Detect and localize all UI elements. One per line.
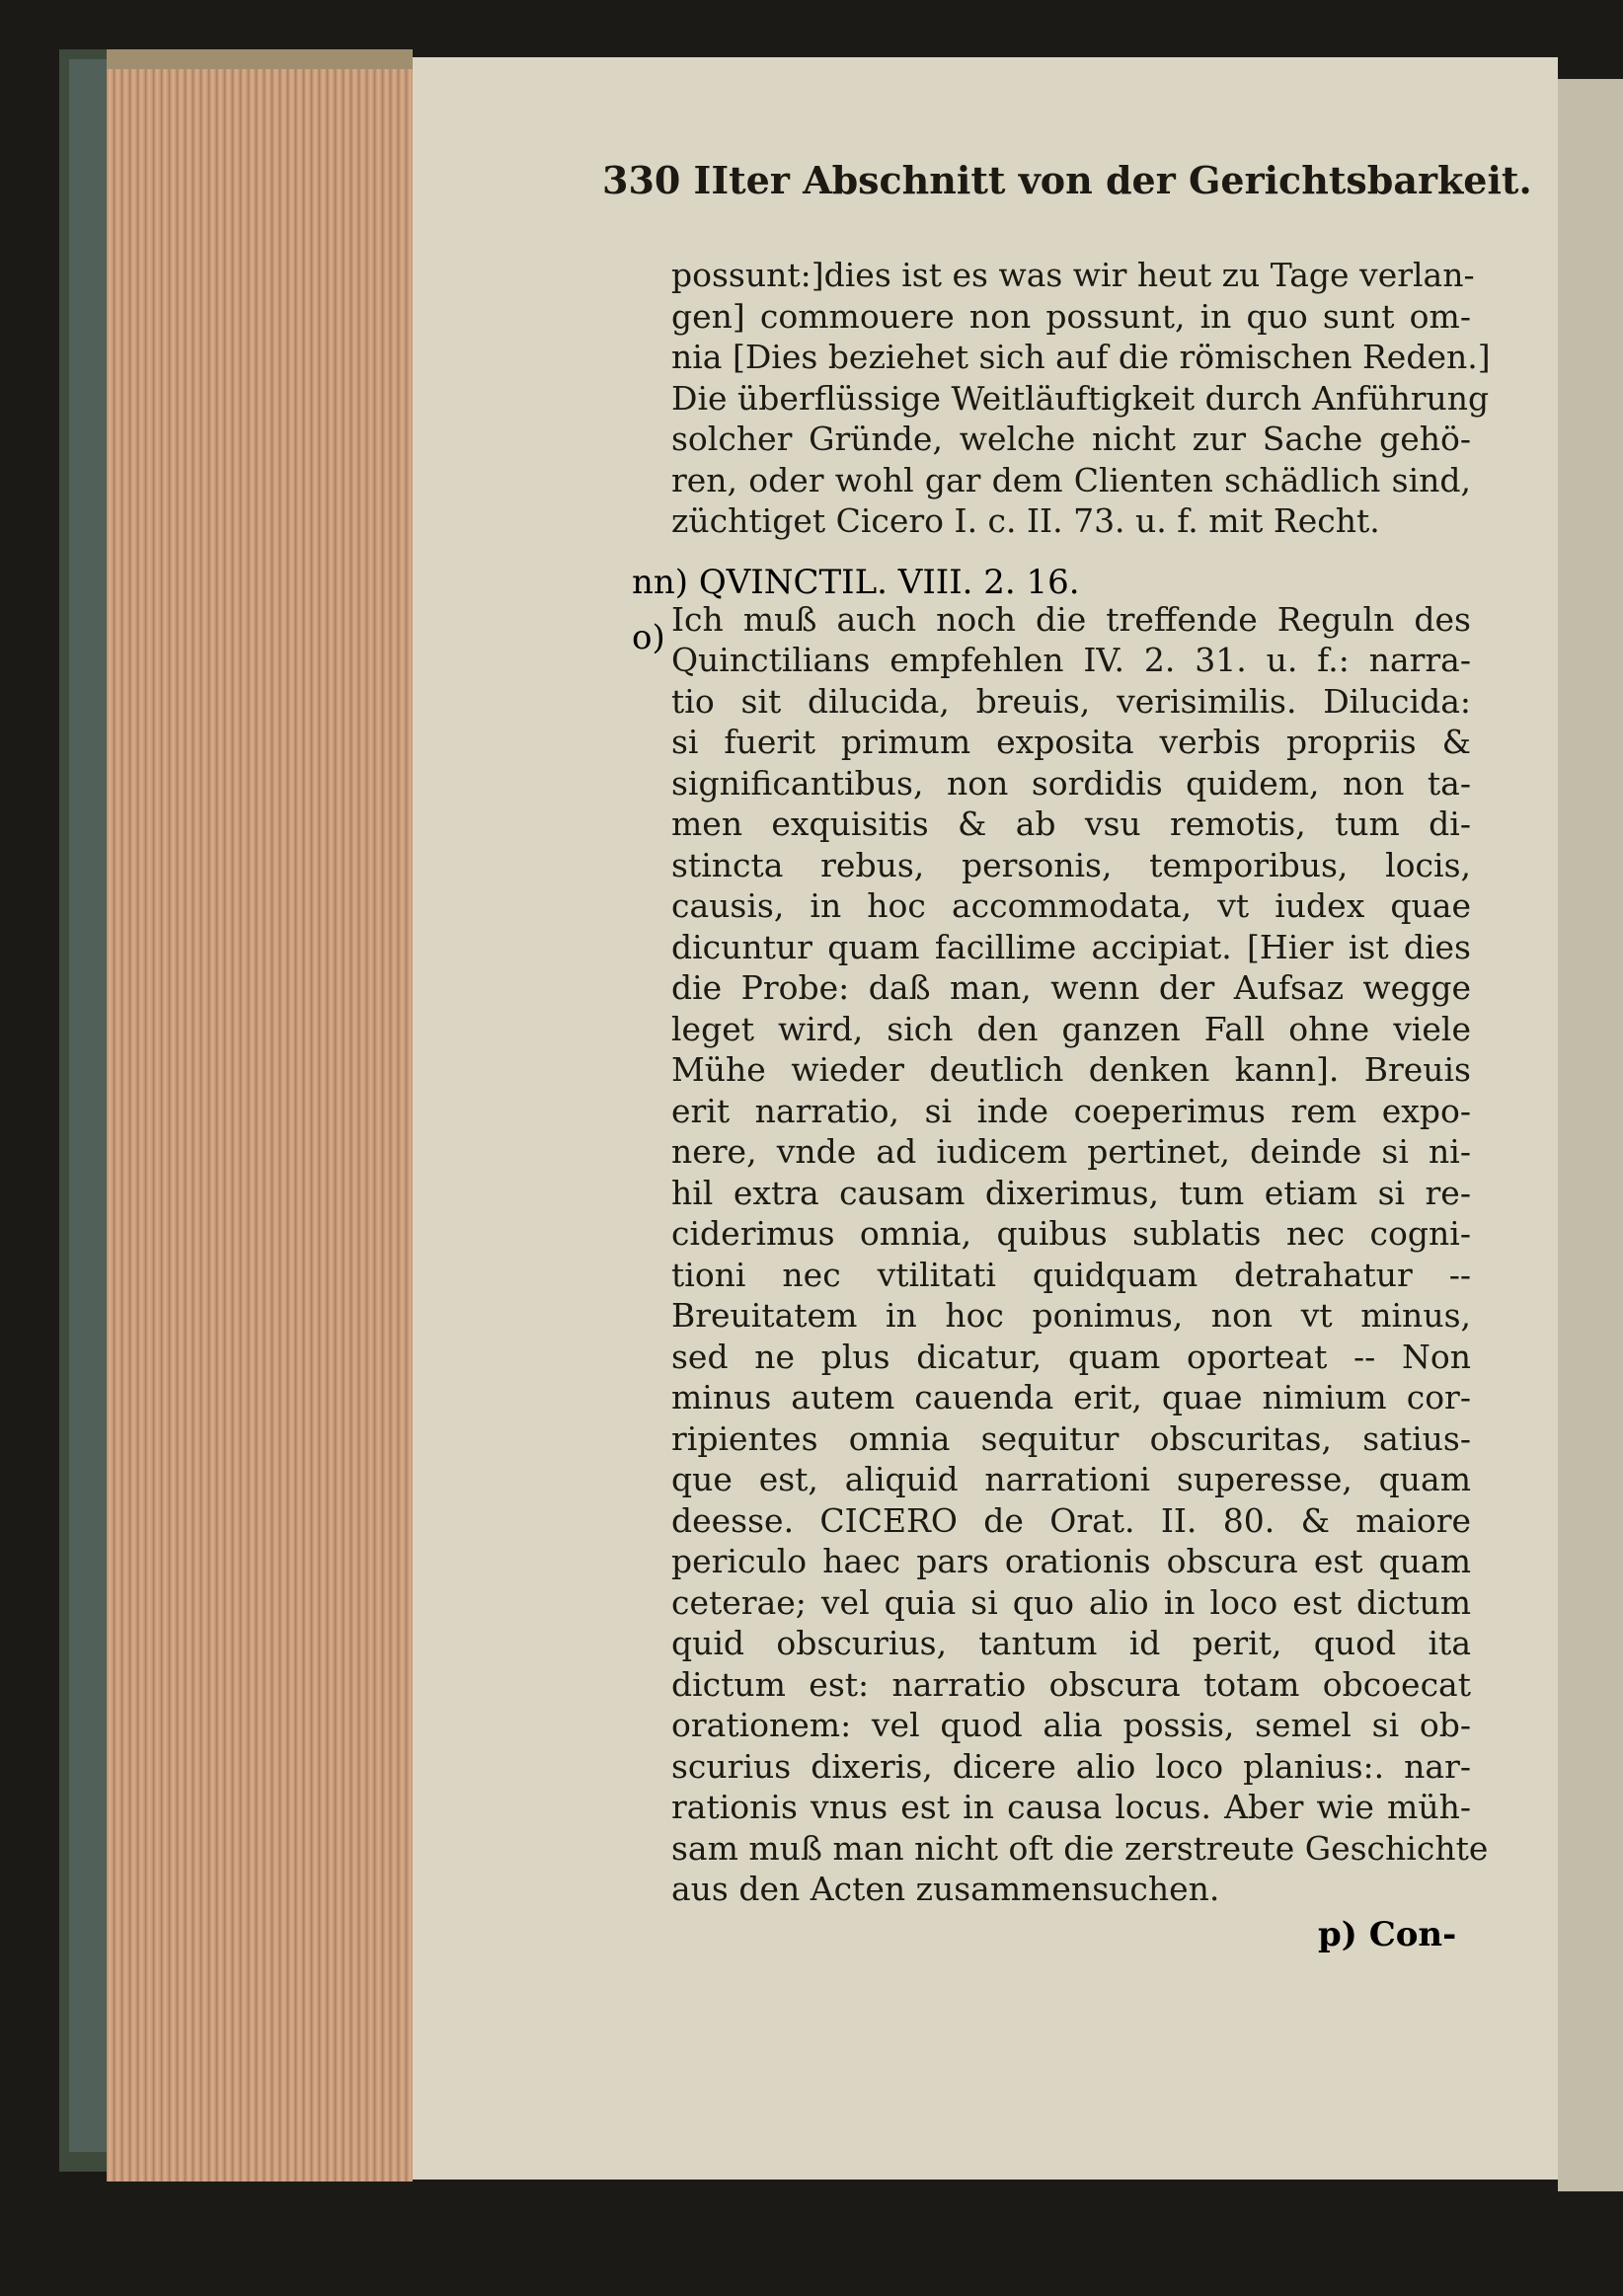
text-line: sam muß man nicht oft die zerstreute Geschichte <box>671 1828 1489 1868</box>
page-edges <box>107 54 413 2181</box>
paragraph-1 <box>671 255 1491 542</box>
page-body <box>671 255 1491 1910</box>
text-line: minus autem cauenda erit, quae nimium cor- <box>671 1378 1471 1416</box>
text-line: Ich muß auch noch die treffende Reguln des <box>671 599 1471 639</box>
text-line: hil extra causam dixerimus, tum etiam si re- <box>671 1173 1471 1212</box>
text-line: orationem: vel quod alia possis, semel si ob- <box>671 1706 1471 1744</box>
text-line: gen] commouere non possunt, in quo sunt om- <box>671 296 1471 336</box>
text-line: stincta rebus, personis, temporibus, locis, <box>671 845 1471 884</box>
text-line: Breuitatem in hoc ponimus, non vt minus, <box>671 1296 1471 1335</box>
text-line: sed ne plus dicatur, quam oporteat -- Non <box>671 1337 1471 1376</box>
text-line: ripientes omnia sequitur obscuritas, satius- <box>671 1418 1471 1458</box>
text-line: nia [Dies beziehet sich auf die römischen Reden.] <box>671 338 1491 376</box>
text-line: dicuntur quam facillime accipiat. [Hier ist dies <box>671 927 1471 966</box>
text-line: erit narratio, si inde coeperimus rem expo- <box>671 1091 1471 1130</box>
footnote-nn: nn) QVINCTIL. VIII. 2. 16. <box>632 563 1080 602</box>
page-edges-top <box>107 49 413 69</box>
text-line: scurius dixeris, dicere alio loco planius:. nar- <box>671 1746 1471 1786</box>
text-line: dictum est: narratio obscura totam obcoecat <box>671 1664 1471 1704</box>
text-line: Mühe wieder deutlich denken kann]. Breuis <box>671 1050 1471 1089</box>
text-line: causis, in hoc accommodata, vt iudex quae <box>671 886 1471 925</box>
paragraph-2 <box>671 599 1489 1910</box>
text-line: rationis vnus est in causa locus. Aber wie müh- <box>671 1788 1471 1826</box>
text-line: ciderimus omnia, quibus sublatis nec cogni- <box>671 1214 1471 1253</box>
text-line: que est, aliquid narrationi superesse, quam <box>671 1460 1471 1498</box>
text-line: aus den Acten zusammensuchen. <box>671 1870 1220 1908</box>
text-line: nere, vnde ad iudicem pertinet, deinde si ni- <box>671 1132 1471 1171</box>
text-line: men exquisitis & ab vsu remotis, tum di- <box>671 804 1471 843</box>
text-line: si fuerit primum exposita verbis propriis & <box>671 723 1471 761</box>
text-line: periculo haec pars orationis obscura est quam <box>671 1542 1471 1580</box>
catchword: p) Con- <box>1318 1915 1457 1954</box>
text-line: tioni nec vtilitati quidquam detrahatur -- <box>671 1255 1471 1294</box>
text-line: Die überflüssige Weitläuftigkeit durch Anführung <box>671 378 1490 418</box>
text-line: Quinctilians empfehlen IV. 2. 31. u. f.: narra- <box>671 641 1471 679</box>
text-line: züchtiget Cicero I. c. II. 73. u. f. mit Recht. <box>671 501 1380 540</box>
facing-page-edge <box>1558 79 1623 2191</box>
text-line: ceterae; vel quia si quo alio in loco est dictum <box>671 1582 1471 1622</box>
text-line: leget wird, sich den ganzen Fall ohne viele <box>671 1009 1471 1048</box>
footnote-o-marker: o) <box>632 618 665 657</box>
running-head: 330 IIter Abschnitt von der Gerichtsbarkeit. <box>602 158 1532 202</box>
text-line: quid obscurius, tantum id perit, quod ita <box>671 1624 1471 1662</box>
text-line: ren, oder wohl gar dem Clienten schädlich sind, <box>671 460 1471 499</box>
text-line: possunt:]dies ist es was wir heut zu Tage verlan- <box>671 256 1475 294</box>
text-line: die Probe: daß man, wenn der Aufsaz wegge <box>671 968 1471 1007</box>
text-line: solcher Gründe, welche nicht zur Sache gehö- <box>671 420 1471 458</box>
text-line: significantibus, non sordidis quidem, non ta- <box>671 763 1471 803</box>
text-line: deesse. CICERO de Orat. II. 80. & maiore <box>671 1500 1471 1540</box>
text-line: tio sit dilucida, breuis, verisimilis. Dilucida: <box>671 681 1471 721</box>
